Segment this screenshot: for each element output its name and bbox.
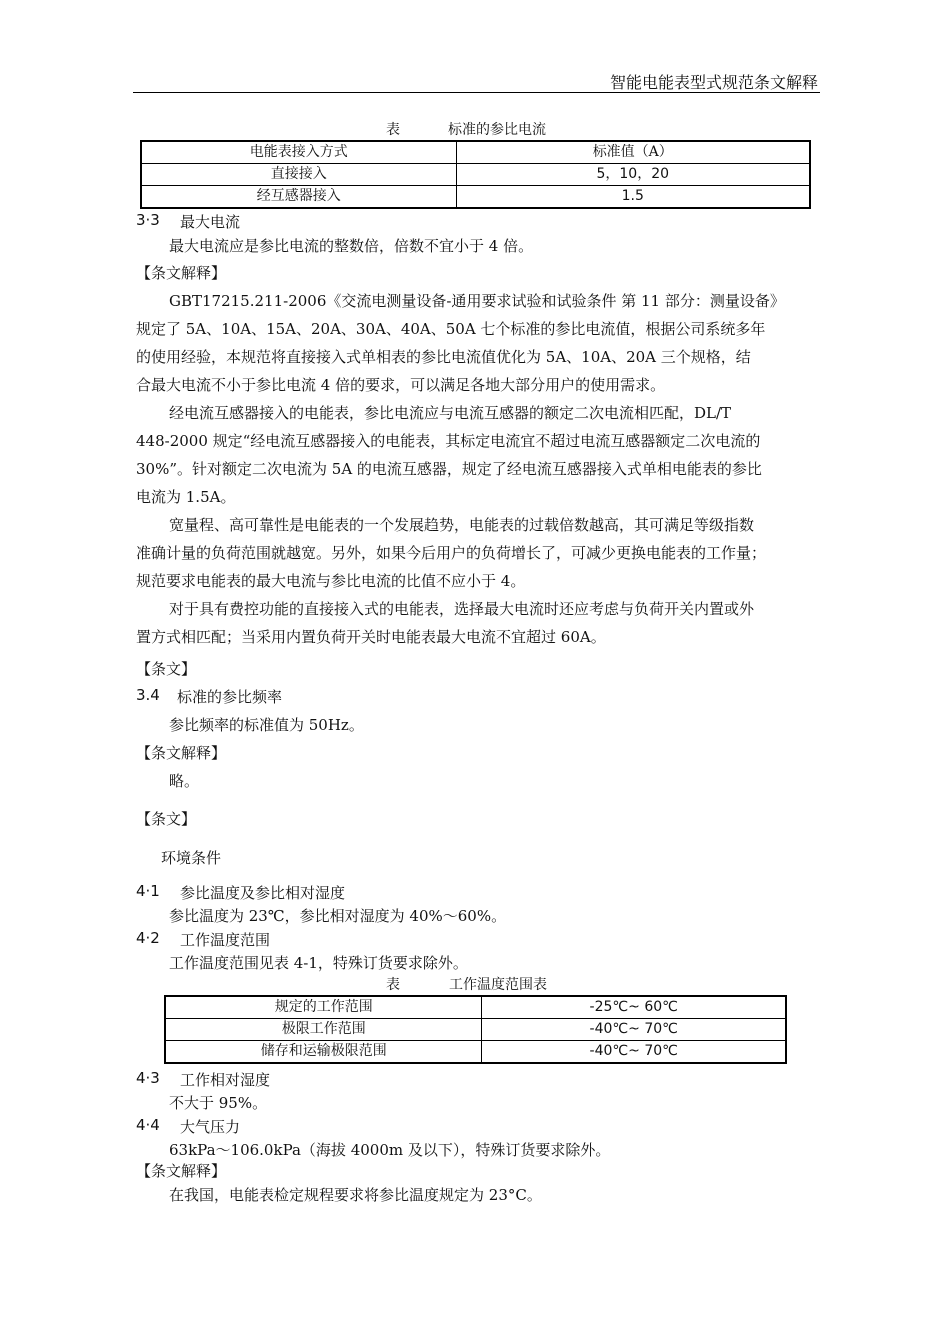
- explanation-text: 略。: [169, 772, 200, 790]
- section-4-2-number: 4·2: [136, 929, 160, 947]
- paragraph-line: 448-2000 规定“经电流互感器接入的电能表，其标定电流宜不超过电流互感器额定二次电流的: [136, 432, 761, 450]
- table-cell: 规定的工作范围: [165, 996, 482, 1019]
- page-header-title: 智能电能表型式规范条文解释: [609, 73, 818, 92]
- section-4-4-number: 4·4: [136, 1116, 160, 1134]
- section-4-2-title: 工作温度范围: [180, 931, 271, 949]
- section-4-4-text: 63kPa～106.0kPa（海拔 4000m 及以下），特殊订货要求除外。: [169, 1141, 611, 1159]
- table-cell: 储存和运输极限范围: [165, 1041, 482, 1064]
- explanation-label: 【条文解释】: [136, 744, 227, 762]
- paragraph-line: 对于具有费控功能的直接接入式的电能表，选择最大电流时还应考虑与负荷开关内置或外: [169, 600, 755, 618]
- reference-current-table: [140, 140, 811, 209]
- table1-caption-prefix: 表: [386, 122, 400, 138]
- explanation-label: 【条文解释】: [136, 264, 227, 282]
- table-header-cell: 标准值（A）: [456, 141, 810, 164]
- table-cell: 5，10，20: [456, 164, 810, 186]
- table-row: [141, 164, 810, 186]
- section-3-3-number: 3·3: [136, 211, 160, 229]
- table-cell: -40℃~ 70℃: [482, 1041, 786, 1064]
- table-row: [141, 186, 810, 209]
- paragraph-line: 合最大电流不小于参比电流 4 倍的要求，可以满足各地大部分用户的使用需求。: [136, 376, 666, 394]
- table-cell: -40℃~ 70℃: [482, 1019, 786, 1041]
- table1-caption-title: 标准的参比电流: [448, 122, 546, 138]
- section-4-3-number: 4·3: [136, 1069, 160, 1087]
- table-row: [165, 1019, 786, 1041]
- table-cell: 经互感器接入: [141, 186, 456, 209]
- paragraph-line: 规定了 5A、10A、15A、20A、30A、40A、50A 七个标准的参比电流值，根据公司系统多年: [136, 320, 766, 338]
- working-temperature-table: [164, 995, 787, 1064]
- section-3-3-title: 最大电流: [180, 213, 241, 231]
- section-3-4-title: 标准的参比频率: [177, 688, 283, 706]
- table-header-cell: 电能表接入方式: [141, 141, 456, 164]
- section-4-1-title: 参比温度及参比相对湿度: [180, 884, 346, 902]
- paragraph-line: 电流为 1.5A。: [136, 488, 236, 506]
- section-3-3-text: 最大电流应是参比电流的整数倍，倍数不宜小于 4 倍。: [169, 237, 534, 255]
- table-row: [165, 996, 786, 1019]
- paragraph-line: 置方式相匹配；当采用内置负荷开关时电能表最大电流不宜超过 60A。: [136, 628, 606, 646]
- explanation-label: 【条文解释】: [136, 1162, 227, 1180]
- paragraph-line: 准确计量的负荷范围就越宽。另外，如果今后用户的负荷增长了，可减少更换电能表的工作量；: [136, 544, 767, 562]
- table-row: [165, 1041, 786, 1064]
- paragraph-line: 宽量程、高可靠性是电能表的一个发展趋势，电能表的过载倍数越高，其可满足等级指数: [169, 516, 755, 534]
- table2-caption-title: 工作温度范围表: [449, 977, 547, 993]
- table-cell: 极限工作范围: [165, 1019, 482, 1041]
- section-4-1-text: 参比温度为 23℃，参比相对湿度为 40%～60%。: [169, 907, 507, 925]
- section-3-4-number: 3.4: [136, 686, 160, 704]
- table-header-row: [141, 141, 810, 164]
- clause-label: 【条文】: [136, 660, 197, 678]
- paragraph-line: GBT17215.211-2006《交流电测量设备-通用要求试验和试验条件 第 11 部分：测量设备》: [169, 292, 785, 310]
- section-4-title: 环境条件: [161, 849, 222, 867]
- table-cell: 直接接入: [141, 164, 456, 186]
- explanation-text: 在我国，电能表检定规程要求将参比温度规定为 23°C。: [169, 1186, 542, 1204]
- paragraph-line: 规范要求电能表的最大电流与参比电流的比值不应小于 4。: [136, 572, 526, 590]
- table-cell: -25℃~ 60℃: [482, 996, 786, 1019]
- clause-label: 【条文】: [136, 810, 197, 828]
- table-cell: 1.5: [456, 186, 810, 209]
- paragraph-line: 30%”。针对额定二次电流为 5A 的电流互感器，规定了经电流互感器接入式单相电能表的参比: [136, 460, 762, 478]
- section-4-2-text: 工作温度范围见表 4-1，特殊订货要求除外。: [169, 954, 468, 972]
- header-rule: [133, 92, 820, 93]
- paragraph-line: 的使用经验，本规范将直接接入式单相表的参比电流值优化为 5A、10A、20A 三个规格，结: [136, 348, 751, 366]
- table2-caption-prefix: 表: [386, 977, 400, 993]
- section-4-4-title: 大气压力: [180, 1118, 241, 1136]
- paragraph-line: 经电流互感器接入的电能表，参比电流应与电流互感器的额定二次电流相匹配，DL/T: [169, 404, 732, 422]
- section-4-3-title: 工作相对湿度: [180, 1071, 271, 1089]
- section-4-3-text: 不大于 95%。: [169, 1094, 268, 1112]
- section-4-1-number: 4·1: [136, 882, 160, 900]
- section-3-4-text: 参比频率的标准值为 50Hz。: [169, 716, 364, 734]
